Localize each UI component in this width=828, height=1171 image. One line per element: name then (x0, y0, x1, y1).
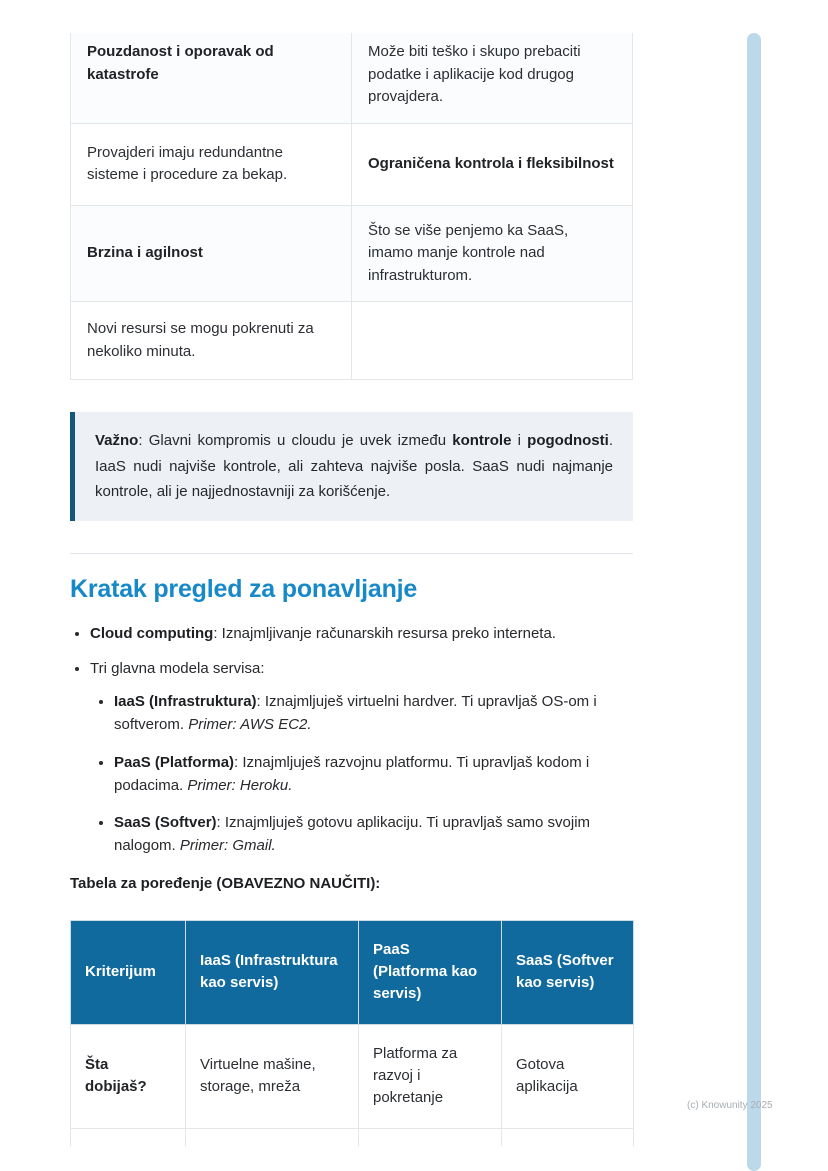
list-item-iaas: • IaaS (Infrastruktura): Iznajmljuješ virtuelni hardver. Ti upravljaš OS-om i softverom. Primer: AWS EC2. (114, 690, 633, 737)
table-cell-empty (352, 302, 633, 380)
table-cell-paas-value: Platforma za razvoj i pokretanje (359, 1024, 502, 1128)
term: SaaS (Softver) (114, 814, 217, 831)
table-cell-iaas-value: Virtuelne mašine, storage, mreža (186, 1024, 359, 1128)
advantages-disadvantages-table (70, 33, 633, 380)
summary-list (70, 622, 633, 858)
table-row (71, 302, 633, 380)
table-row (71, 33, 633, 123)
header-cell-kriterijum: Kriterijum (71, 920, 186, 1024)
table-row (71, 205, 633, 302)
term: IaaS (Infrastruktura) (114, 693, 257, 710)
table-row-cut-off (71, 1128, 634, 1146)
header-cell-iaas: IaaS (Infrastruktura kao servis) (186, 920, 359, 1024)
list-item-paas: • PaaS (Platforma): Iznajmljuješ razvojnu platformu. Ti upravljaš kodom i podacima. Primer: Heroku. (114, 751, 633, 798)
important-callout (70, 412, 633, 521)
table-cell-criterion: Šta dobijaš? (71, 1024, 186, 1128)
table-cell-advantage-text: Provajderi imaju redundantne sisteme i procedure za bekap. (71, 123, 352, 205)
table-cell-saas-value: Gotova aplikacija (502, 1024, 634, 1128)
example-text: Primer: AWS EC2. (188, 716, 312, 734)
comparison-table (70, 920, 634, 1147)
table-cell-disadvantage-text: Što se više penjemo ka SaaS, imamo manje kontrole nad infrastrukturom. (352, 205, 633, 302)
table-cell-advantage-text: Novi resursi se mogu pokrenuti za nekoliko minuta. (71, 302, 352, 380)
list-item-saas: • SaaS (Softver): Iznajmljuješ gotovu aplikaciju. Ti upravljaš samo svojim nalogom. Primer: Gmail. (114, 811, 633, 858)
header-cell-saas: SaaS (Softver kao servis) (502, 920, 634, 1024)
comparison-table-label: Tabela za poređenje (OBAVEZNO NAUČITI): (70, 874, 381, 892)
term: PaaS (Platforma) (114, 753, 235, 771)
table-cell-disadvantage-title: Ograničena kontrola i fleksibilnost (352, 123, 633, 205)
document-content (70, 0, 633, 1146)
list-item-cloud-computing: • Cloud computing: Iznajmljivanje računarskih resursa preko interneta. (90, 622, 633, 645)
table-row (71, 123, 633, 205)
table-header-row (71, 920, 634, 1024)
list-item-service-models: • Tri glavna modela servisa: • IaaS (Infrastruktura): Iznajmljuješ virtuelni hardver. Ti upravljaš OS-om i softverom. Primer: AWS EC2. • PaaS (Platforma): Iznajmljuješ razvojnu platformu. Ti upravljaš kodom i podacima. Primer: Heroku. • SaaS (Softver): Iznajmljuješ gotovu aplikaciju. Ti upravljaš samo svojim nalogom. Primer: Gmail. (90, 657, 633, 858)
example-text: Primer: Gmail. (179, 837, 276, 855)
service-models-sublist (90, 690, 633, 858)
table-cell-advantage-title: Pouzdanost i oporavak od katastrofe (71, 33, 352, 123)
watermark: (c) Knowunity 2025 (687, 1100, 773, 1111)
scrollbar[interactable] (747, 33, 761, 1171)
term: Cloud computing (90, 624, 214, 642)
table-cell-disadvantage-text: Može biti teško i skupo prebaciti podatke i aplikacije kod drugog provajdera. (352, 33, 633, 123)
table-row (71, 1024, 634, 1128)
section-divider (70, 553, 633, 554)
summary-heading: Kratak pregled za ponavljanje (70, 574, 418, 603)
table-cell-advantage-title: Brzina i agilnost (71, 205, 352, 302)
callout-text: Važno: Glavni kompromis u cloudu je uvek između kontrole i pogodnosti. IaaS nudi najviše kontrole, ali zahteva najviše posla. SaaS nudi najmanje kontrole, ali je najjednostavniji za korišćenje. (95, 432, 613, 500)
header-cell-paas: PaaS (Platforma kao servis) (359, 920, 502, 1024)
callout-label: Važno (95, 432, 139, 449)
example-text: Primer: Heroku. (187, 776, 293, 794)
